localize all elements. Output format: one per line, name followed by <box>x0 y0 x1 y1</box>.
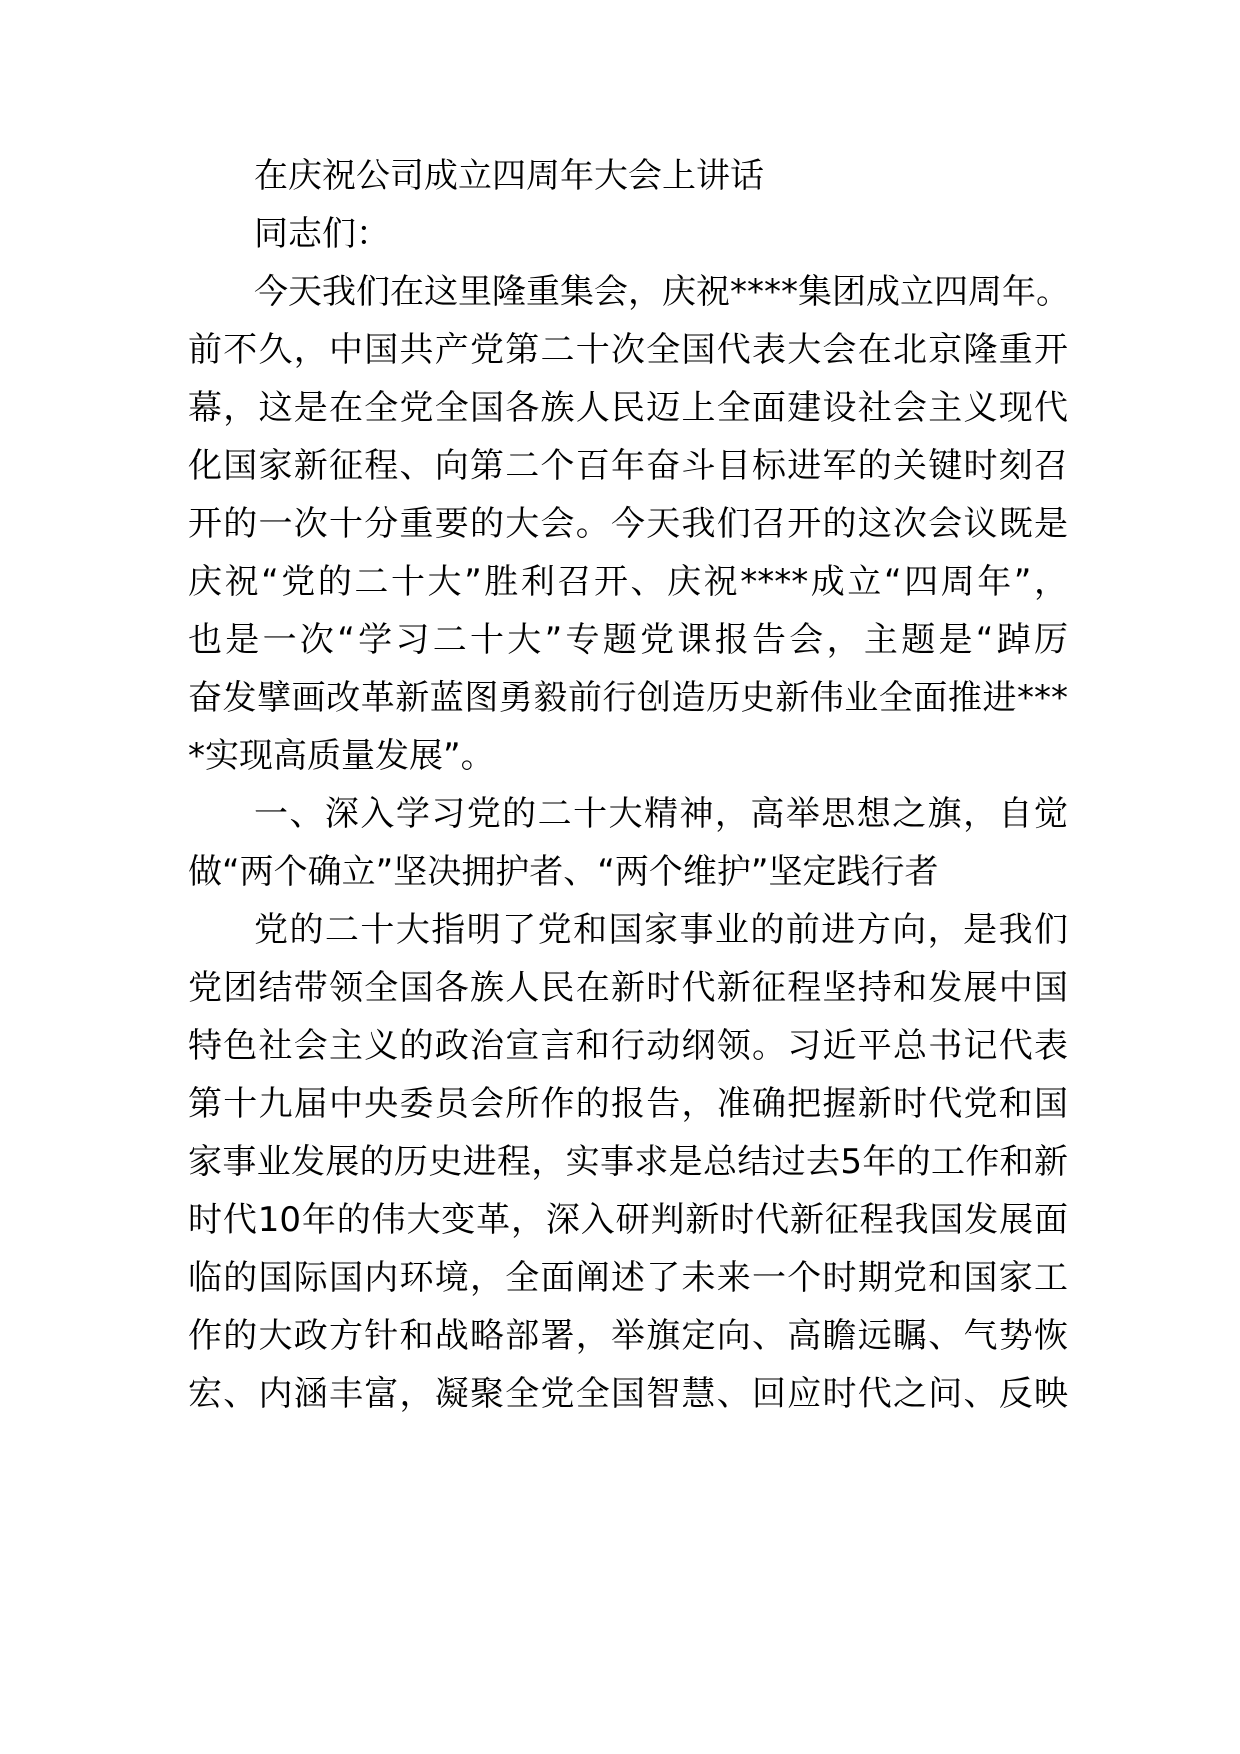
paragraph-line: 作的大政方针和战略部署，举旗定向、高瞻远瞩、气势恢 <box>188 1316 1068 1356</box>
paragraph-line: 第十九届中央委员会所作的报告，准确把握新时代党和国 <box>188 1084 1068 1124</box>
paragraph-line: 开的一次十分重要的大会。今天我们召开的这次会议既是 <box>188 504 1068 544</box>
speech-title: 在庆祝公司成立四周年大会上讲话 <box>254 156 764 196</box>
paragraph-line: 化国家新征程、向第二个百年奋斗目标进军的关键时刻召 <box>188 446 1068 486</box>
paragraph-line: 党的二十大指明了党和国家事业的前进方向，是我们 <box>254 910 1068 950</box>
paragraph-line: 家事业发展的历史进程，实事求是总结过去5年的工作和新 <box>188 1142 1068 1182</box>
paragraph-line: 奋发擘画改革新蓝图勇毅前行创造历史新伟业全面推进*** <box>188 678 1068 718</box>
paragraph-line: 前不久，中国共产党第二十次全国代表大会在北京隆重开 <box>188 330 1068 370</box>
paragraph-line: 党团结带领全国各族人民在新时代新征程坚持和发展中国 <box>188 968 1068 1008</box>
paragraph-line: 临的国际国内环境，全面阐述了未来一个时期党和国家工 <box>188 1258 1068 1298</box>
section-heading-line: 做“两个确立”坚决拥护者、“两个维护”坚定践行者 <box>188 852 939 892</box>
section-heading-line: 一、深入学习党的二十大精神，高举思想之旗，自觉 <box>254 794 1068 834</box>
paragraph-line: *实现高质量发展”。 <box>188 736 495 776</box>
paragraph-line: 特色社会主义的政治宣言和行动纲领。习近平总书记代表 <box>188 1026 1068 1066</box>
paragraph-line: 时代10年的伟大变革，深入研判新时代新征程我国发展面 <box>188 1200 1068 1240</box>
salutation: 同志们： <box>254 214 390 254</box>
paragraph-line: 庆祝“党的二十大”胜利召开、庆祝****成立“四周年”， <box>188 562 1068 602</box>
paragraph-line: 今天我们在这里隆重集会，庆祝****集团成立四周年。 <box>254 272 1070 312</box>
paragraph-line: 宏、内涵丰富，凝聚全党全国智慧、回应时代之问、反映 <box>188 1374 1068 1414</box>
paragraph-line: 也是一次“学习二十大”专题党课报告会，主题是“踔厉 <box>188 620 1068 660</box>
paragraph-line: 幕，这是在全党全国各族人民迈上全面建设社会主义现代 <box>188 388 1068 428</box>
